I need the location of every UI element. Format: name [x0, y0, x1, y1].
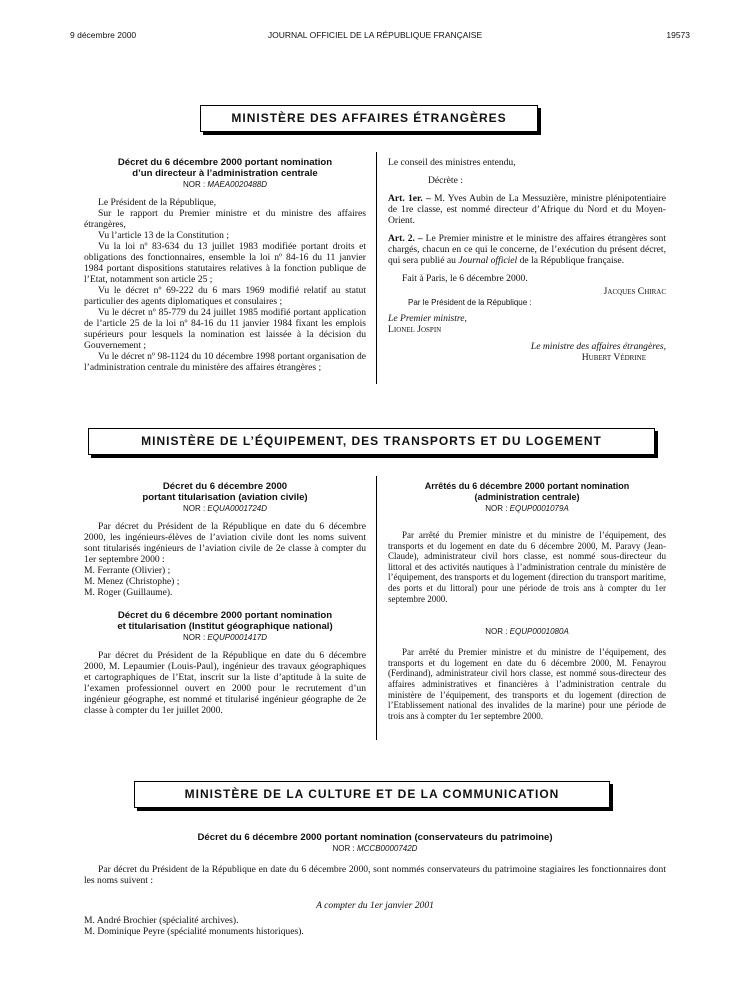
decree-title-line1: Décret du 6 décembre 2000 portant nomination: [117, 157, 333, 168]
nor-code: EQUP0001417D: [207, 633, 268, 642]
premier-ministre-name: Lionel Jospin: [388, 324, 442, 335]
signatory-president: Jacques Chirac: [603, 286, 666, 297]
name-item: M. Menez (Christophe) ;: [84, 576, 180, 587]
arrete-paravy-text: Par arrêté du Premier ministre et du ministre de l’équipement, des transports et du logement en date du 6 décembre 2000, M. Paravy (Jean-Claude), administrateur civil hors classe, est nommé sous-directeur du littoral et des activités nautiques à l’administration centrale du ministère de l’équipement, des transports et du logement (direction du transport maritime, des ports et du littoral) pour une période de trois ans à compter du 1er septembre 2000.: [388, 530, 666, 604]
nor-code: EQUP0001079A: [509, 504, 569, 513]
name-item: M. Roger (Guillaume).: [84, 587, 173, 598]
nor-code: EQUP0001080A: [509, 627, 569, 637]
decrete-line: Décrète :: [428, 175, 463, 186]
column-divider: [376, 152, 377, 384]
visa-paragraph: Vu l’article 13 de la Constitution ;: [98, 230, 230, 241]
premier-ministre-role: Le Premier ministre,: [388, 313, 467, 324]
nor-code: EQUA0001724D: [207, 504, 268, 513]
section-heading-equipement: MINISTÈRE DE L’ÉQUIPEMENT, DES TRANSPORTS ET DU LOGEMENT: [88, 428, 655, 455]
nor-reference: NOR : MCCB0000742D: [332, 844, 418, 853]
equipement-left-column: [84, 481, 366, 716]
decree-title: [84, 157, 366, 179]
culture-decree-title: Décret du 6 décembre 2000 portant nomination (conservateurs du patrimoine): [197, 832, 553, 843]
article-2-label: Art. 2. –: [388, 233, 423, 244]
nor-code: MCCB0000742D: [356, 844, 418, 853]
name-item: M. Dominique Peyre (spécialité monuments historiques).: [84, 926, 304, 937]
decree-ign-title-line1: Décret du 6 décembre 2000 portant nomination: [117, 610, 333, 621]
article-1: Art. 1er. – M. Yves Aubin de La Messuzière, ministre plénipotentiaire de 1re classe, est nommé directeur d’Afrique du Nord et du Moyen-Orient.: [388, 193, 666, 226]
nor-code: MAEA0020488D: [207, 180, 268, 189]
name-item: M. André Brochier (spécialité archives).: [84, 915, 239, 926]
visa-paragraph: Vu la loi nº 83-634 du 13 juillet 1983 modifiée portant droits et obligations des fonctionnaires, ensemble la loi nº 84-16 du 11 janvier 1984 portant dispositions statutaires relatives à la fonction publique de l’Etat, notamment son article 25 ;: [84, 241, 366, 285]
article-1-label: Art. 1er. –: [388, 193, 431, 204]
arretes-title-line2: (administration centrale): [474, 492, 580, 502]
header-journal: JOURNAL OFFICIEL DE LA RÉPUBLIQUE FRANÇAISE: [267, 30, 483, 40]
ministre-role: Le ministre des affaires étrangères,: [530, 341, 666, 352]
arrete-fenayrou-text: Par arrêté du Premier ministre et du ministre de l’équipement, des transports et du logement en date du 6 décembre 2000, M. Fenayrou (Ferdinand), administrateur civil hors classe, est nommé sous-directeur des affaires administratives et financières à l’administration centrale du ministère de l’équipement, des transports et du logement (direction de l’Etablissement national des invalides de la marine) pour une période de trois ans à compter du 1er septembre 2000.: [388, 647, 666, 721]
decree-ign-title-line2: et titularisation (Institut géographique national): [117, 621, 333, 632]
ministre-name: Hubert Védrine: [581, 352, 646, 363]
conseil-line: Le conseil des ministres entendu,: [388, 157, 516, 168]
visa-paragraph: Sur le rapport du Premier ministre et du ministre des affaires étrangères,: [84, 208, 366, 230]
decree-aviation-text: Par décret du Président de la République en date du 6 décembre 2000, les ingénieurs-élèves de l’aviation civile dont les noms suivent sont titularisés ingénieurs de l’aviation civile de 2e classe à compter du 1er septembre 2000 :: [84, 521, 366, 565]
effective-date: A compter du 1er janvier 2001: [316, 900, 434, 911]
nor-reference: NOR : EQUP0001080A: [485, 627, 569, 637]
section-heading-culture: MINISTÈRE DE LA CULTURE ET DE LA COMMUNICATION: [134, 781, 610, 808]
visa-paragraph: Vu le décret nº 85-779 du 24 juillet 1985 modifié portant application de l’article 25 de la loi nº 84-16 du 11 janvier 1984 fixant les emplois supérieurs pour lesquels la nomination est laissée à la décision du Gouvernement ;: [84, 307, 366, 351]
decree-aviation-title-line2: portant titularisation (aviation civile): [142, 492, 308, 503]
arretes-title-line1: Arrêtés du 6 décembre 2000 portant nomination: [424, 481, 630, 491]
decree-affaires-etrangeres-right: [388, 157, 666, 363]
visa-paragraph: Vu le décret nº 69-222 du 6 mars 1969 modifié relatif au statut particulier des agents diplomatiques et consulaires ;: [84, 285, 366, 307]
nor-reference: NOR : EQUA0001724D: [182, 504, 268, 513]
nor-reference: NOR : EQUP0001079A: [485, 504, 569, 513]
decree-ign-text: Par décret du Président de la République en date du 6 décembre 2000, M. Lepaumier (Louis-Paul), ingénieur des travaux géographiques et cartographiques de l’Etat, inscrit sur la liste d’aptitude à la suite de l’examen professionnel ouvert en 2000 pour le recrutement d’un ingénieur géographe, est nommé et titularisé ingénieur géographe de 2e classe à compter du 1er juillet 2000.: [84, 650, 366, 716]
article-2: Art. 2. – Le Premier ministre et le ministre des affaires étrangères sont chargés, chacun en ce qui le concerne, de l’exécution du présent décret, qui sera publié au Journal officiel de la République française.: [388, 233, 667, 266]
header-date: 9 décembre 2000: [70, 30, 137, 40]
visa-paragraph: Le Président de la République,: [98, 197, 217, 208]
section-heading-affaires-etrangeres: MINISTÈRE DES AFFAIRES ÉTRANGÈRES: [200, 105, 538, 132]
arretes-title: [388, 481, 666, 503]
name-item: M. Ferrante (Olivier) ;: [84, 565, 171, 576]
equipement-right-column: [388, 481, 666, 721]
nor-reference: NOR : MAEA0020488D: [182, 180, 268, 189]
decree-ign-title: [84, 610, 366, 632]
fait-line: Fait à Paris, le 6 décembre 2000.: [402, 273, 528, 284]
visa-paragraph: Vu le décret nº 98-1124 du 10 décembre 1998 portant organisation de l’administration centrale du ministère des affaires étrangères ;: [84, 351, 366, 373]
header-page-number: 19573: [666, 30, 690, 40]
column-divider: [376, 476, 377, 740]
culture-decree: [84, 832, 666, 937]
nor-reference: NOR : EQUP0001417D: [182, 633, 268, 642]
decree-aviation-title: [84, 481, 366, 503]
par-le-president: Par le Président de la République :: [408, 298, 532, 307]
decree-affaires-etrangeres-left: [84, 157, 366, 373]
culture-decree-text: Par décret du Président de la République en date du 6 décembre 2000, sont nommés conservateurs du patrimoine stagiaires les fonctionnaires dont les noms suivent :: [84, 864, 666, 886]
decree-aviation-title-line1: Décret du 6 décembre 2000: [162, 481, 288, 492]
decree-title-line2: d’un directeur à l’administration centrale: [132, 168, 318, 179]
